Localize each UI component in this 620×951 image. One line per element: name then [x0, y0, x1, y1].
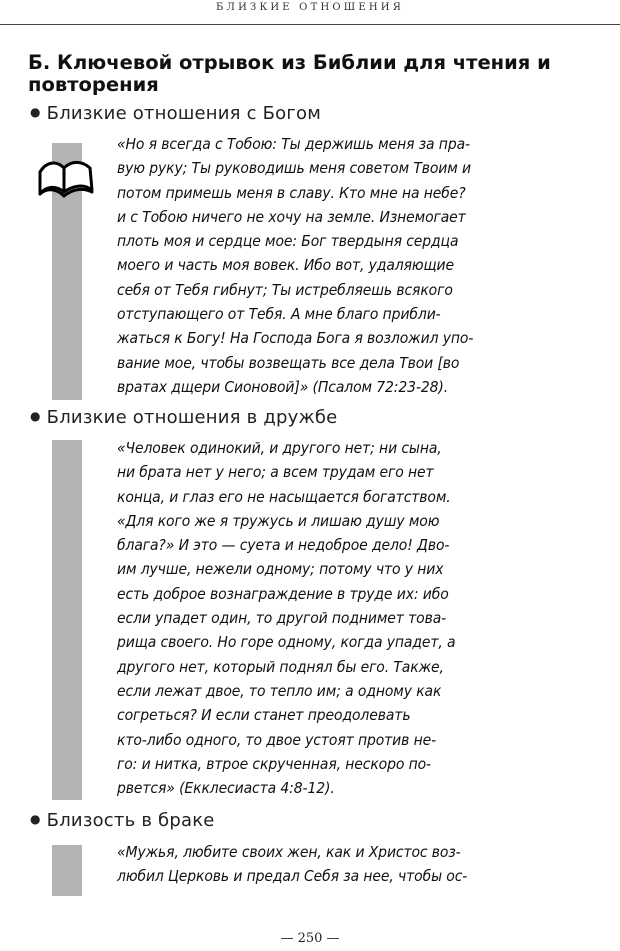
quote-line: вание мое, чтобы возвещать все дела Твои [во: [117, 353, 460, 372]
quote-line: конца, и глаз его не насыщается богатством.: [117, 487, 451, 506]
bullet-dot: ●: [30, 812, 41, 826]
quote-line: рвется» (Екклесиаста 4:8-12).: [117, 779, 335, 798]
quote-line: моего и часть моя вовек. Ибо вот, удаляющие: [117, 256, 454, 275]
quote-line: вратах дщери Сионовой]» (Псалом 72:23-28).: [117, 377, 449, 396]
quote-line: «Мужья, любите своих жен, как и Христос воз-: [117, 843, 461, 861]
quote-line: если упадет один, то другой поднимет това-: [117, 609, 447, 628]
quote-line: ни брата нет у него; а всем трудам его нет: [117, 463, 434, 482]
section-heading-line-1: Б. Ключевой отрывок из Библии для чтения и: [28, 51, 551, 74]
bullet-label: Близкие отношения с Богом: [46, 103, 322, 124]
bullet-item-marriage: [30, 808, 215, 832]
quote-line: кто-либо одного, то двое устоят против не-: [117, 730, 437, 749]
bullet-item-friendship: [30, 405, 337, 429]
quote-line: «Но я всегда с Тобою: Ты держишь меня за пра-: [117, 135, 470, 153]
quote-line: и с Тобою ничего не хочу на земле. Изнемогает: [117, 207, 466, 226]
quote-line: себя от Тебя гибнут; Ты истребляешь всякого: [117, 280, 453, 299]
quote-line: отступающего от Тебя. А мне благо прибли-: [117, 305, 441, 324]
page-number: — 250 —: [280, 931, 340, 946]
quote-line: блага?» И это — суета и недоброе дело! Дво-: [117, 536, 450, 555]
bullet-label: Близкие отношения в дружбе: [46, 407, 338, 428]
quote-line: если лежат двое, то тепло им; а одному как: [117, 681, 442, 700]
quote-side-bar: [52, 845, 82, 896]
quote-line: любил Церковь и предал Себя за нее, чтобы ос-: [117, 867, 468, 886]
quote-line: «Человек одинокий, и другого нет; ни сына,: [117, 439, 442, 457]
open-book-icon: [34, 148, 98, 202]
quote-line: другого нет, который поднял бы его. Также,: [117, 657, 444, 676]
bullet-dot: ●: [30, 105, 41, 119]
header-rule: [0, 24, 620, 25]
bullet-dot: ●: [30, 409, 41, 423]
quote-line: им лучше, нежели одному; потому что у них: [117, 560, 444, 579]
bullet-item-god: [30, 101, 321, 125]
scripture-quote-ecclesiastes: [117, 436, 504, 800]
quote-line: жаться к Богу! На Господа Бога я возложил упо-: [117, 329, 474, 348]
scripture-quote-ephesians: [117, 840, 504, 889]
scripture-quote-psalm: [117, 132, 504, 399]
quote-line: вую руку; Ты руководишь меня советом Твоим и: [117, 159, 471, 178]
section-heading: [28, 52, 603, 96]
quote-line: потом примешь меня в славу. Кто мне на небе?: [117, 183, 466, 202]
quote-line: «Для кого же я тружусь и лишаю душу мою: [117, 511, 440, 530]
section-heading-line-2: повторения: [28, 73, 159, 96]
quote-line: плоть моя и сердце мое: Бог твердыня сердца: [117, 232, 459, 251]
quote-side-bar: [52, 440, 82, 800]
bullet-label: Близость в браке: [46, 810, 215, 831]
quote-line: есть доброе вознаграждение в труде их: ибо: [117, 584, 449, 603]
quote-line: го: и нитка, втрое скрученная, нескоро по-: [117, 754, 431, 773]
quote-line: согреться? И если станет преодолевать: [117, 706, 411, 725]
running-header: БЛИЗКИЕ ОТНОШЕНИЯ: [216, 2, 404, 13]
quote-line: рища своего. Но горе одному, когда упадет, а: [117, 633, 456, 652]
